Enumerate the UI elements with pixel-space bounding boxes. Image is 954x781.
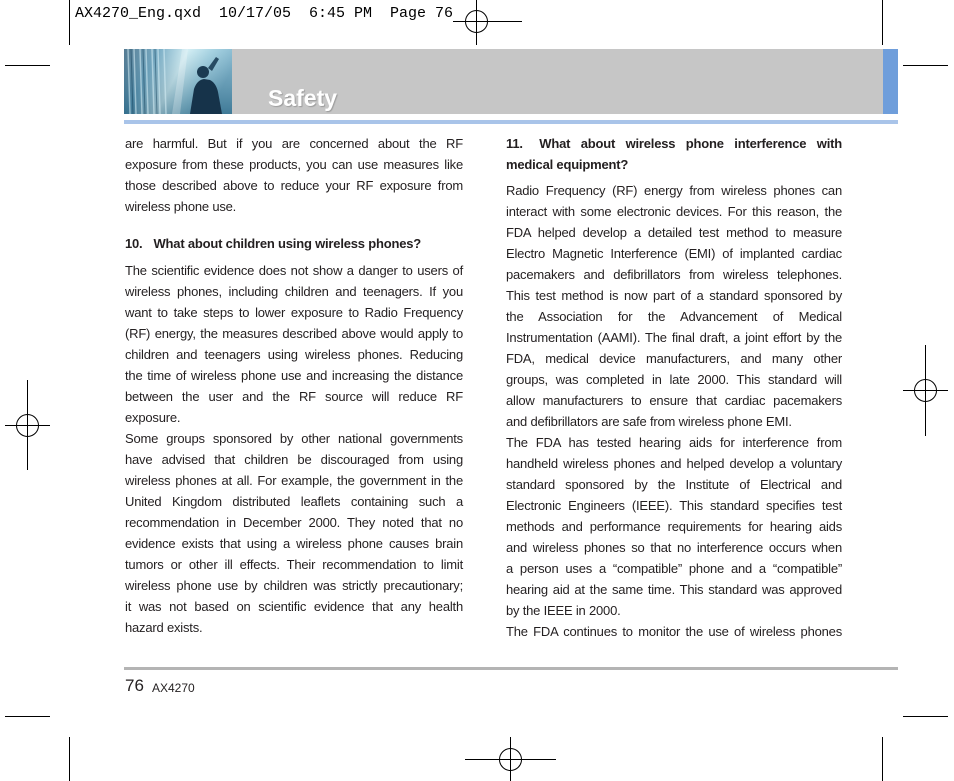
text-line: pacemakers and defibrillators from wireless telephones. xyxy=(506,267,842,282)
text-line: a person uses a “compatible” phone and a “compatible” xyxy=(506,561,842,576)
page-title: Safety xyxy=(268,85,338,111)
text-line: groups, was completed in late 2000. This standard will xyxy=(506,372,842,387)
text-line: This test method is now part of a standard sponsored by xyxy=(506,288,842,303)
registration-mark-left xyxy=(5,380,50,470)
text-line: evidence exists that using a wireless phone causes brain xyxy=(125,536,463,551)
text-line: and wireless phones so that no interference occurs when xyxy=(506,540,842,555)
registration-mark-bottom xyxy=(465,737,556,781)
text-line: standard sponsored by the Institute of Electrical and xyxy=(506,477,842,492)
question-heading-11 xyxy=(506,133,842,175)
text-line: want to take steps to lower exposure to Radio Frequency xyxy=(125,305,463,320)
text-line: FDA helped develop a detailed test method to measure xyxy=(506,225,842,240)
registration-mark-right xyxy=(903,345,948,436)
paragraph xyxy=(125,428,463,638)
text-line: FDA, medical device manufacturers, and many other xyxy=(506,351,842,366)
paragraph xyxy=(506,180,842,432)
question-heading-10 xyxy=(125,233,463,254)
text-line: hazard exists. xyxy=(125,620,203,635)
text-line: The FDA has tested hearing aids for interference from xyxy=(506,435,842,450)
text-line: exposure from these products, you can use measures like xyxy=(125,157,463,172)
page-number: 76 xyxy=(125,676,144,695)
text-line: it was not based on scientific evidence that any health xyxy=(125,599,463,614)
text-line: methods and performance requirements for hearing aids xyxy=(506,519,842,534)
text-line: children and teenagers using wireless phones. Reducing xyxy=(125,347,463,362)
text-line: (RF) energy, the measures described above would apply to xyxy=(125,326,463,341)
text-line: those described above to reduce your RF exposure from xyxy=(125,178,463,193)
text-line: have advised that children be discouraged from using xyxy=(125,452,463,467)
crop-mark-bottom-right xyxy=(883,717,949,781)
heading-line: medical equipment? xyxy=(506,157,629,172)
crop-mark-top-left xyxy=(5,0,70,66)
text-line: are harmful. But if you are concerned about the RF xyxy=(125,136,463,151)
text-line: Radio Frequency (RF) energy from wireless phones can xyxy=(506,183,842,198)
crop-mark-bottom-left xyxy=(5,717,70,781)
text-line: the time of wireless phone use and increasing the distance xyxy=(125,368,463,383)
text-line: The scientific evidence does not show a danger to users of xyxy=(125,263,463,278)
text-line: wireless phones at all. For example, the government in the xyxy=(125,473,463,488)
question-title: What about children using wireless phones? xyxy=(153,236,422,251)
left-column xyxy=(125,133,463,638)
text-line: tumors or other ill effects. Their recommendation to limit xyxy=(125,557,463,572)
text-line: handheld wireless phones and helped develop a voluntary xyxy=(506,456,842,471)
question-title: What about wireless phone interference with xyxy=(539,136,842,151)
text-line: interact with some electronic devices. For this reason, the xyxy=(506,204,842,219)
text-line: The FDA continues to monitor the use of wireless phones xyxy=(506,624,842,639)
text-line: Some groups sponsored by other national governments xyxy=(125,431,463,446)
paragraph xyxy=(125,260,463,428)
text-line: exposure. xyxy=(125,410,181,425)
text-line: and defibrillators are safe from wireless phone EMI. xyxy=(506,414,792,429)
model-name: AX4270 xyxy=(152,681,195,695)
text-line: the Association for the Advancement of Medical xyxy=(506,309,842,324)
text-line: hearing aid at the same time. This standard was approved xyxy=(506,582,842,597)
paragraph-intro xyxy=(125,133,463,217)
text-line: Electronic Engineers (IEEE). This standard specifies test xyxy=(506,498,842,513)
paragraph xyxy=(506,432,842,621)
header-photo xyxy=(124,49,232,114)
text-line: between the user and the RF source will reduce RF xyxy=(125,389,463,404)
text-line: by the IEEE in 2000. xyxy=(506,603,621,618)
question-number: 11. xyxy=(506,136,523,151)
text-line: allow manufacturers to ensure that cardiac pacemakers xyxy=(506,393,842,408)
paragraph xyxy=(506,621,842,642)
file-slug-line: AX4270_Eng.qxd 10/17/05 6:45 PM Page 76 xyxy=(75,5,454,22)
right-column xyxy=(506,133,842,642)
heading-line xyxy=(506,133,842,154)
question-number: 10. xyxy=(125,236,143,251)
text-line: wireless phone use by children was strictly precautionary; xyxy=(125,578,463,593)
text-line: wireless phones, including children and teenagers. If you xyxy=(125,284,463,299)
text-line: wireless phone use. xyxy=(125,199,237,214)
text-line: recommendation in December 2000. They noted that no xyxy=(125,515,463,530)
footer-rule xyxy=(124,667,898,670)
text-line: Electro Magnetic Interference (EMI) of implanted cardiac xyxy=(506,246,842,261)
text-line: Instrumentation (AAMI). The final draft, a joint effort by the xyxy=(506,330,842,345)
header-rule xyxy=(124,120,898,124)
text-line: United Kingdom distributed leaflets containing such a xyxy=(125,494,463,509)
header-accent-tab xyxy=(883,49,898,114)
